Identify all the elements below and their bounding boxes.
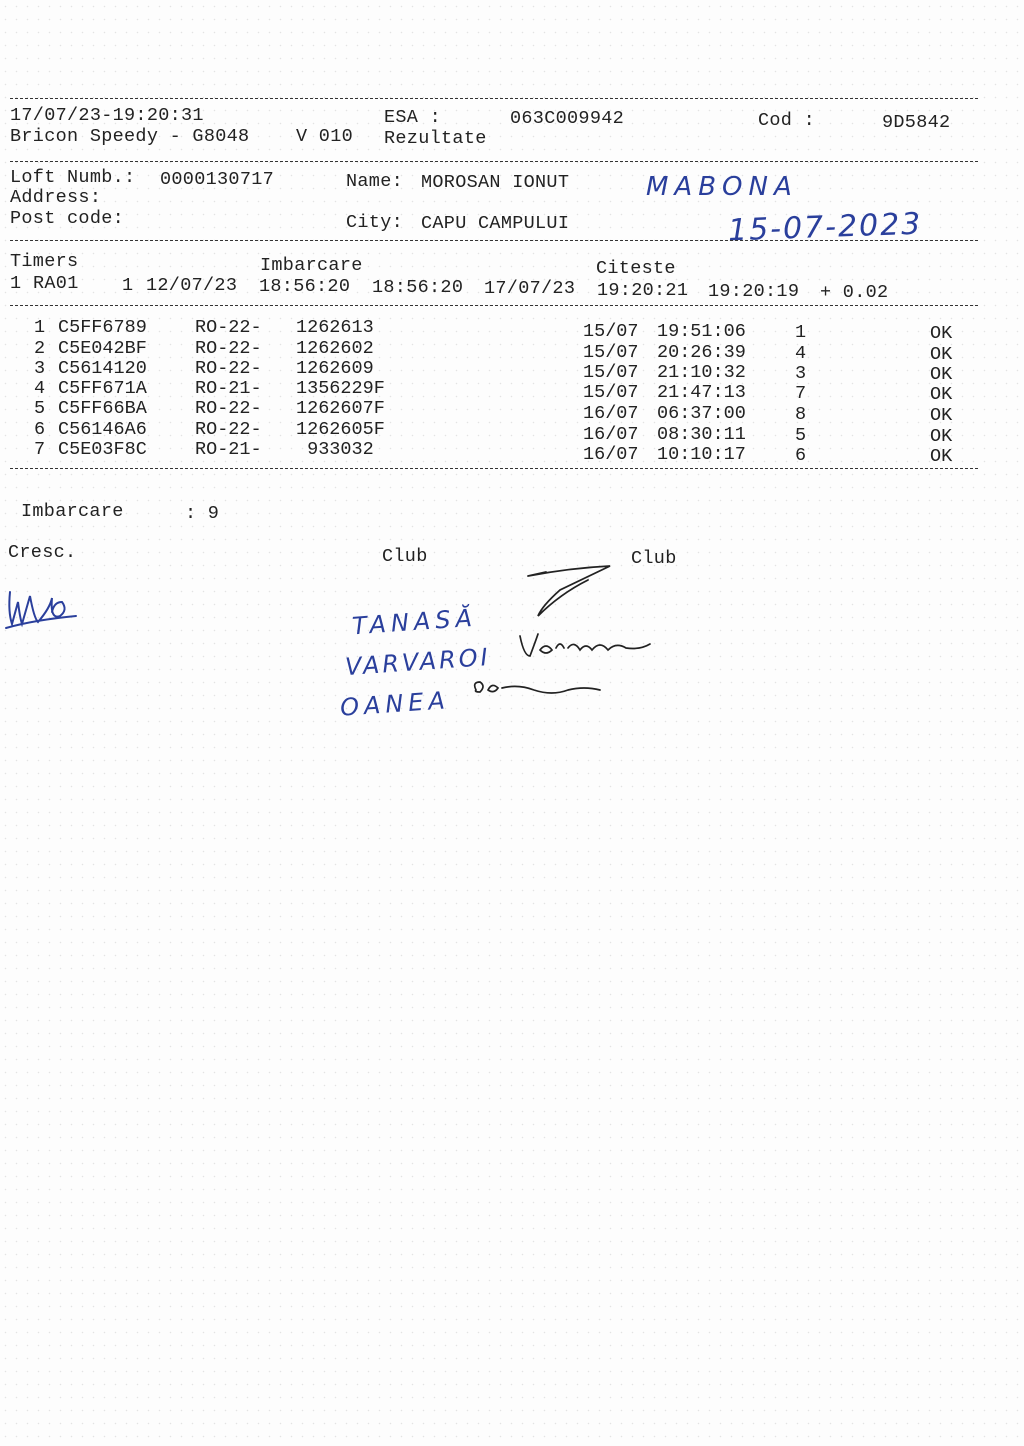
row-position: 3: [795, 363, 807, 384]
row-prefix: RO-22-: [195, 358, 262, 379]
row-time: 06:37:00: [657, 403, 746, 424]
handwritten-date: 15-07-2023: [727, 206, 923, 249]
header-cod-value: 9D5842: [882, 112, 951, 133]
timer-citeste-time1: 19:20:21: [597, 280, 689, 301]
row-prefix: RO-22-: [195, 398, 262, 419]
row-position: 4: [795, 343, 807, 364]
timer-diff: + 0.02: [820, 282, 889, 303]
row-time: 21:47:13: [657, 382, 746, 403]
row-ring: 1262607F: [296, 398, 385, 419]
handwritten-name-2: VARVAROI: [344, 642, 492, 682]
handwritten-name-1: TANASĂ: [351, 603, 478, 641]
name-label: Name:: [346, 171, 404, 192]
row-number: 5: [34, 398, 46, 419]
row-number: 4: [34, 378, 46, 399]
timer-id: RA01: [33, 273, 79, 294]
row-time: 21:10:32: [657, 362, 746, 383]
signature-scribble-2: [516, 626, 656, 666]
signature-scribble-3: [468, 676, 608, 706]
timer-count: 1: [122, 275, 134, 296]
header-esa-value: 063C009942: [510, 108, 625, 129]
row-ring: 933032: [296, 439, 374, 460]
timer-index: 1: [10, 273, 22, 294]
timers-imbarcare-header: Imbarcare: [260, 255, 363, 276]
row-chip: C5E042BF: [58, 338, 147, 359]
row-status: OK: [930, 384, 953, 405]
handwritten-location: MABONA: [646, 172, 798, 202]
separator-header: [10, 161, 978, 162]
header-version: V 010: [296, 126, 354, 147]
row-date: 16/07: [583, 424, 639, 445]
row-position: 5: [795, 425, 807, 446]
row-chip: C5FF6789: [58, 317, 147, 338]
club-signature: [520, 560, 620, 620]
header-cod-label: Cod :: [758, 110, 816, 131]
handwritten-name-3: OANEA: [339, 686, 451, 722]
separator-top: [10, 98, 978, 99]
row-time: 20:26:39: [657, 342, 746, 363]
timer-citeste-date: 17/07/23: [484, 278, 576, 299]
separator-results: [10, 468, 978, 469]
club-label-2: Club: [631, 548, 677, 569]
name-value: MOROSAN IONUT: [421, 172, 570, 193]
timers-title: Timers: [10, 251, 79, 272]
separator-owner: [10, 240, 978, 241]
city-label: City:: [346, 212, 404, 233]
city-value: CAPU CAMPULUI: [421, 213, 570, 234]
row-prefix: RO-22-: [195, 317, 262, 338]
row-date: 15/07: [583, 342, 639, 363]
row-date: 16/07: [583, 403, 639, 424]
row-date: 15/07: [583, 382, 639, 403]
loft-label: Loft Numb.:: [10, 167, 136, 188]
row-date: 16/07: [583, 444, 639, 465]
row-number: 2: [34, 338, 46, 359]
breeder-signature: [4, 572, 84, 632]
row-number: 1: [34, 317, 46, 338]
row-ring: 1356229F: [296, 378, 385, 399]
row-time: 08:30:11: [657, 424, 746, 445]
row-ring: 1262605F: [296, 419, 385, 440]
row-status: OK: [930, 405, 953, 426]
row-ring: 1262609: [296, 358, 374, 379]
loft-value: 0000130717: [160, 169, 275, 190]
row-prefix: RO-22-: [195, 338, 262, 359]
postcode-label: Post code:: [10, 208, 125, 229]
row-number: 7: [34, 439, 46, 460]
address-label: Address:: [10, 187, 102, 208]
row-chip: C5FF671A: [58, 378, 147, 399]
row-time: 10:10:17: [657, 444, 746, 465]
row-chip: C5FF66BA: [58, 398, 147, 419]
summary-imbarcare-label: Imbarcare: [21, 501, 124, 522]
row-prefix: RO-22-: [195, 419, 262, 440]
timer-imbarcare-time2: 18:56:20: [372, 277, 464, 298]
row-position: 8: [795, 404, 807, 425]
row-time: 19:51:06: [657, 321, 746, 342]
summary-imbarcare-value: : 9: [185, 503, 220, 524]
separator-timers: [10, 305, 978, 306]
cresc-label: Cresc.: [8, 542, 77, 563]
row-date: 15/07: [583, 321, 639, 342]
timer-imbarcare-date: 12/07/23: [146, 275, 238, 296]
club-label-1: Club: [382, 546, 428, 567]
row-position: 6: [795, 445, 807, 466]
row-date: 15/07: [583, 362, 639, 383]
row-position: 1: [795, 322, 807, 343]
row-ring: 1262602: [296, 338, 374, 359]
row-number: 6: [34, 419, 46, 440]
timer-citeste-time2: 19:20:19: [708, 281, 800, 302]
row-chip: C5E03F8C: [58, 439, 147, 460]
row-status: OK: [930, 364, 953, 385]
header-report-type: Rezultate: [384, 128, 487, 149]
row-position: 7: [795, 383, 807, 404]
row-status: OK: [930, 426, 953, 447]
timers-citeste-header: Citeste: [596, 258, 676, 279]
row-status: OK: [930, 344, 953, 365]
header-esa-label: ESA :: [384, 107, 442, 128]
row-status: OK: [930, 446, 953, 467]
row-chip: C56146A6: [58, 419, 147, 440]
row-chip: C5614120: [58, 358, 147, 379]
row-prefix: RO-21-: [195, 378, 262, 399]
timer-imbarcare-time1: 18:56:20: [259, 276, 351, 297]
header-device: Bricon Speedy - G8048: [10, 126, 250, 147]
row-ring: 1262613: [296, 317, 374, 338]
header-datetime: 17/07/23-19:20:31: [10, 105, 204, 126]
row-prefix: RO-21-: [195, 439, 262, 460]
row-number: 3: [34, 358, 46, 379]
row-status: OK: [930, 323, 953, 344]
